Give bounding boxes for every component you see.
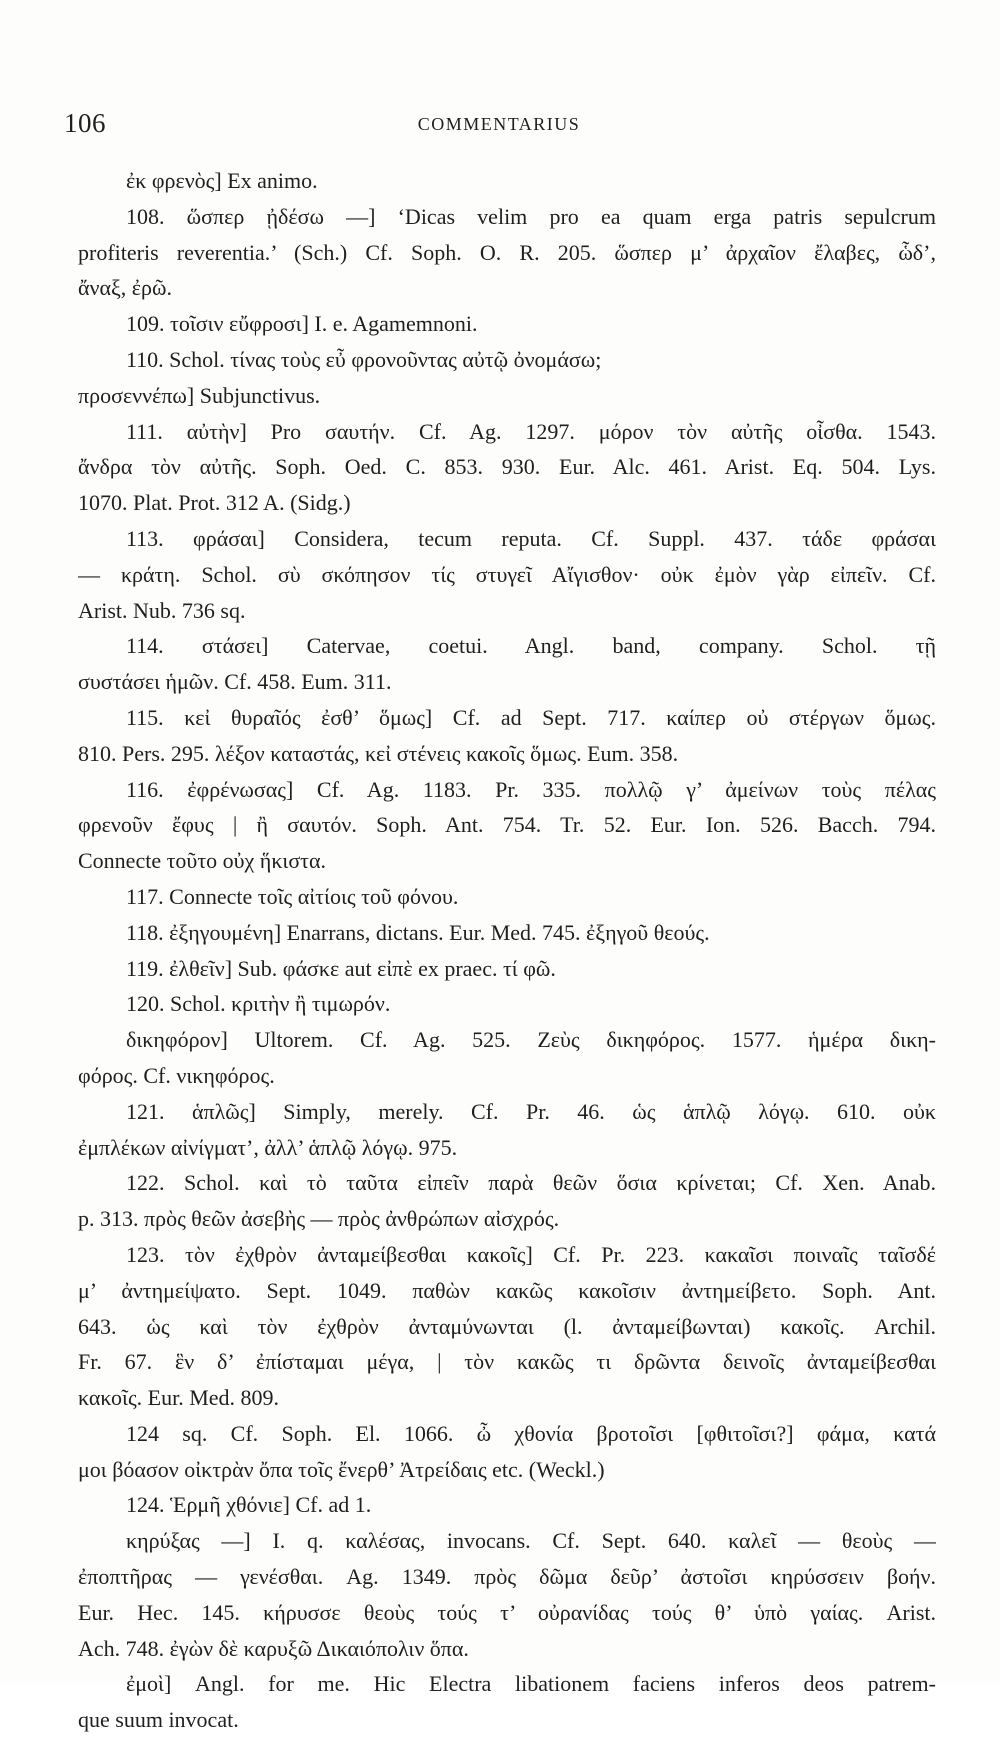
text-line: 123. τὸν ἐχθρὸν ἀνταμείβεσθαι κακοῖς] Cf. Pr. 223. κακαῖσι ποιναῖς ταῖσδέ [126,1241,936,1267]
text-line: 124 sq. Cf. Soph. El. 1066. ὦ χθονία βροτοῖσι [φθιτοῖσι?] φάμα, κατά [126,1420,936,1446]
text-line: προσεννέπω] Subjunctivus. [78,382,321,408]
text-line: ἐποπτῆρας — γενέσθαι. Ag. 1349. πρὸς δῶμα δεῦρ’ ἀστοῖσι κηρύσσειν βοήν. [78,1564,936,1590]
text-line: 810. Pers. 295. λέξον καταστάς, κεἰ στένεις κακοῖς ὅμως. Eum. 358. [78,740,679,766]
commentary-text [78,163,936,1738]
page-header [64,108,934,148]
text-line: φόρος. Cf. νικηφόρος. [78,1062,275,1088]
text-line: Connecte τοῦτο οὐχ ἥκιστα. [78,848,327,874]
text-line: 124. Ἑρμῆ χθόνιε] Cf. ad 1. [126,1492,372,1518]
text-line: 121. ἁπλῶς] Simply, merely. Cf. Pr. 46. ὡς ἁπλῷ λόγῳ. 610. οὐκ [126,1098,936,1124]
text-line: Arist. Nub. 736 sq. [78,597,246,623]
text-line: μ’ ἀντημείψατο. Sept. 1049. παθὼν κακῶς κακοῖσιν ἀντημείβετο. Soph. Ant. [78,1277,936,1303]
text-line: 119. ἐλθεῖν] Sub. φάσκε aut εἰπὲ ex praec. τί φῶ. [126,955,556,981]
text-line: Fr. 67. ἓν δ’ ἐπίσταμαι μέγα, | τὸν κακῶς τι δρῶντα δεινοῖς ἀνταμείβεσθαι [78,1349,936,1375]
text-line: δικηφόρον] Ultorem. Cf. Ag. 525. Ζεὺς δικηφόρος. 1577. ἡμέρα δικη- [126,1027,936,1053]
text-line: 122. Schol. καὶ τὸ ταῦτα εἰπεῖν παρὰ θεῶν ὅσια κρίνεται; Cf. Xen. Anab. [126,1170,936,1196]
text-line: 113. φράσαι] Considera, tecum reputa. Cf. Suppl. 437. τάδε φράσαι [126,525,936,551]
text-line: 115. κεἰ θυραῖός ἐσθ’ ὅμως] Cf. ad Sept. 717. καίπερ οὐ στέργων ὅμως. [126,704,936,730]
text-line: profiteris reverentia.’ (Sch.) Cf. Soph. O. R. 205. ὥσπερ μ’ ἀρχαῖον ἔλαβες, ὧδ’, [78,239,936,265]
text-line: que suum invocat. [78,1707,239,1733]
running-head: COMMENTARIUS [417,114,581,134]
text-line: p. 313. πρὸς θεῶν ἀσεβὴς — πρὸς ἀνθρώπων αἰσχρός. [78,1206,560,1232]
text-line: 114. στάσει] Catervae, coetui. Angl. band, company. Schol. τῇ [126,633,936,659]
text-line: Ach. 748. ἐγὼν δὲ καρυξῶ Δικαιόπολιν ὅπα. [78,1635,469,1661]
text-line: 116. ἐφρένωσας] Cf. Ag. 1183. Pr. 335. πολλῷ γ’ ἀμείνων τοὺς πέλας [126,776,936,802]
text-line: 108. ὥσπερ ᾐδέσω —] ‘Dicas velim pro ea quam erga patris sepulcrum [126,203,936,229]
page-number: 106 [64,108,106,138]
text-line: κηρύξας —] I. q. καλέσας, invocans. Cf. Sept. 640. καλεῖ — θεοὺς — [126,1528,936,1554]
text-line: 118. ἐξηγουμένη] Enarrans, dictans. Eur. Med. 745. ἐξηγοῦ θεούς. [126,919,710,945]
text-line: 120. Schol. κριτὴν ἢ τιμωρόν. [126,991,391,1017]
text-line: 117. Connecte τοῖς αἰτίοις τοῦ φόνου. [126,883,459,909]
text-line: κακοῖς. Eur. Med. 809. [78,1385,280,1411]
text-line: 109. τοῖσιν εὔφροσι] I. e. Agamemnoni. [126,311,478,337]
text-line: ἐμπλέκων αἰνίγματ’, ἀλλ’ ἁπλῷ λόγῳ. 975. [78,1134,458,1160]
text-line: ἄναξ, ἐρῶ. [78,275,173,301]
text-line: φρενοῦν ἔφυς | ἢ σαυτόν. Soph. Ant. 754. Tr. 52. Eur. Ion. 526. Bacch. 794. [78,812,936,838]
text-line: 1070. Plat. Prot. 312 A. (Sidg.) [78,490,351,516]
text-line: ἐκ φρενὸς] Ex animo. [126,168,318,193]
text-line: μοι βόασον οἰκτρὰν ὄπα τοῖς ἔνερθ’ Ἀτρείδαις etc. (Weckl.) [78,1456,605,1482]
text-line: 643. ὡς καὶ τὸν ἐχθρὸν ἀνταμύνωνται (l. ἀνταμείβωνται) κακοῖς. Archil. [78,1313,936,1339]
text-line: 110. Schol. τίνας τοὺς εὖ φρονοῦντας αὐτῷ ὀνομάσω; [126,346,602,372]
text-line: ἐμοὶ] Angl. for me. Hic Electra libationem faciens inferos deos patrem- [126,1671,936,1697]
text-line: ἄνδρα τὸν αὐτῆς. Soph. Oed. C. 853. 930. Eur. Alc. 461. Arist. Eq. 504. Lys. [78,454,936,480]
text-line: — κράτη. Schol. σὺ σκόπησον τίς στυγεῖ Αἴγισθον· οὐκ ἐμὸν γὰρ εἰπεῖν. Cf. [78,561,936,587]
text-line: Eur. Hec. 145. κήρυσσε θεοὺς τούς τ’ οὐρανίδας τούς θ’ ὑπὸ γαίας. Arist. [78,1599,936,1625]
text-line: 111. αὐτὴν] Pro σαυτήν. Cf. Ag. 1297. μόρον τὸν αὐτῆς οἶσθα. 1543. [126,418,936,444]
text-line: συστάσει ἡμῶν. Cf. 458. Eum. 311. [78,669,392,695]
